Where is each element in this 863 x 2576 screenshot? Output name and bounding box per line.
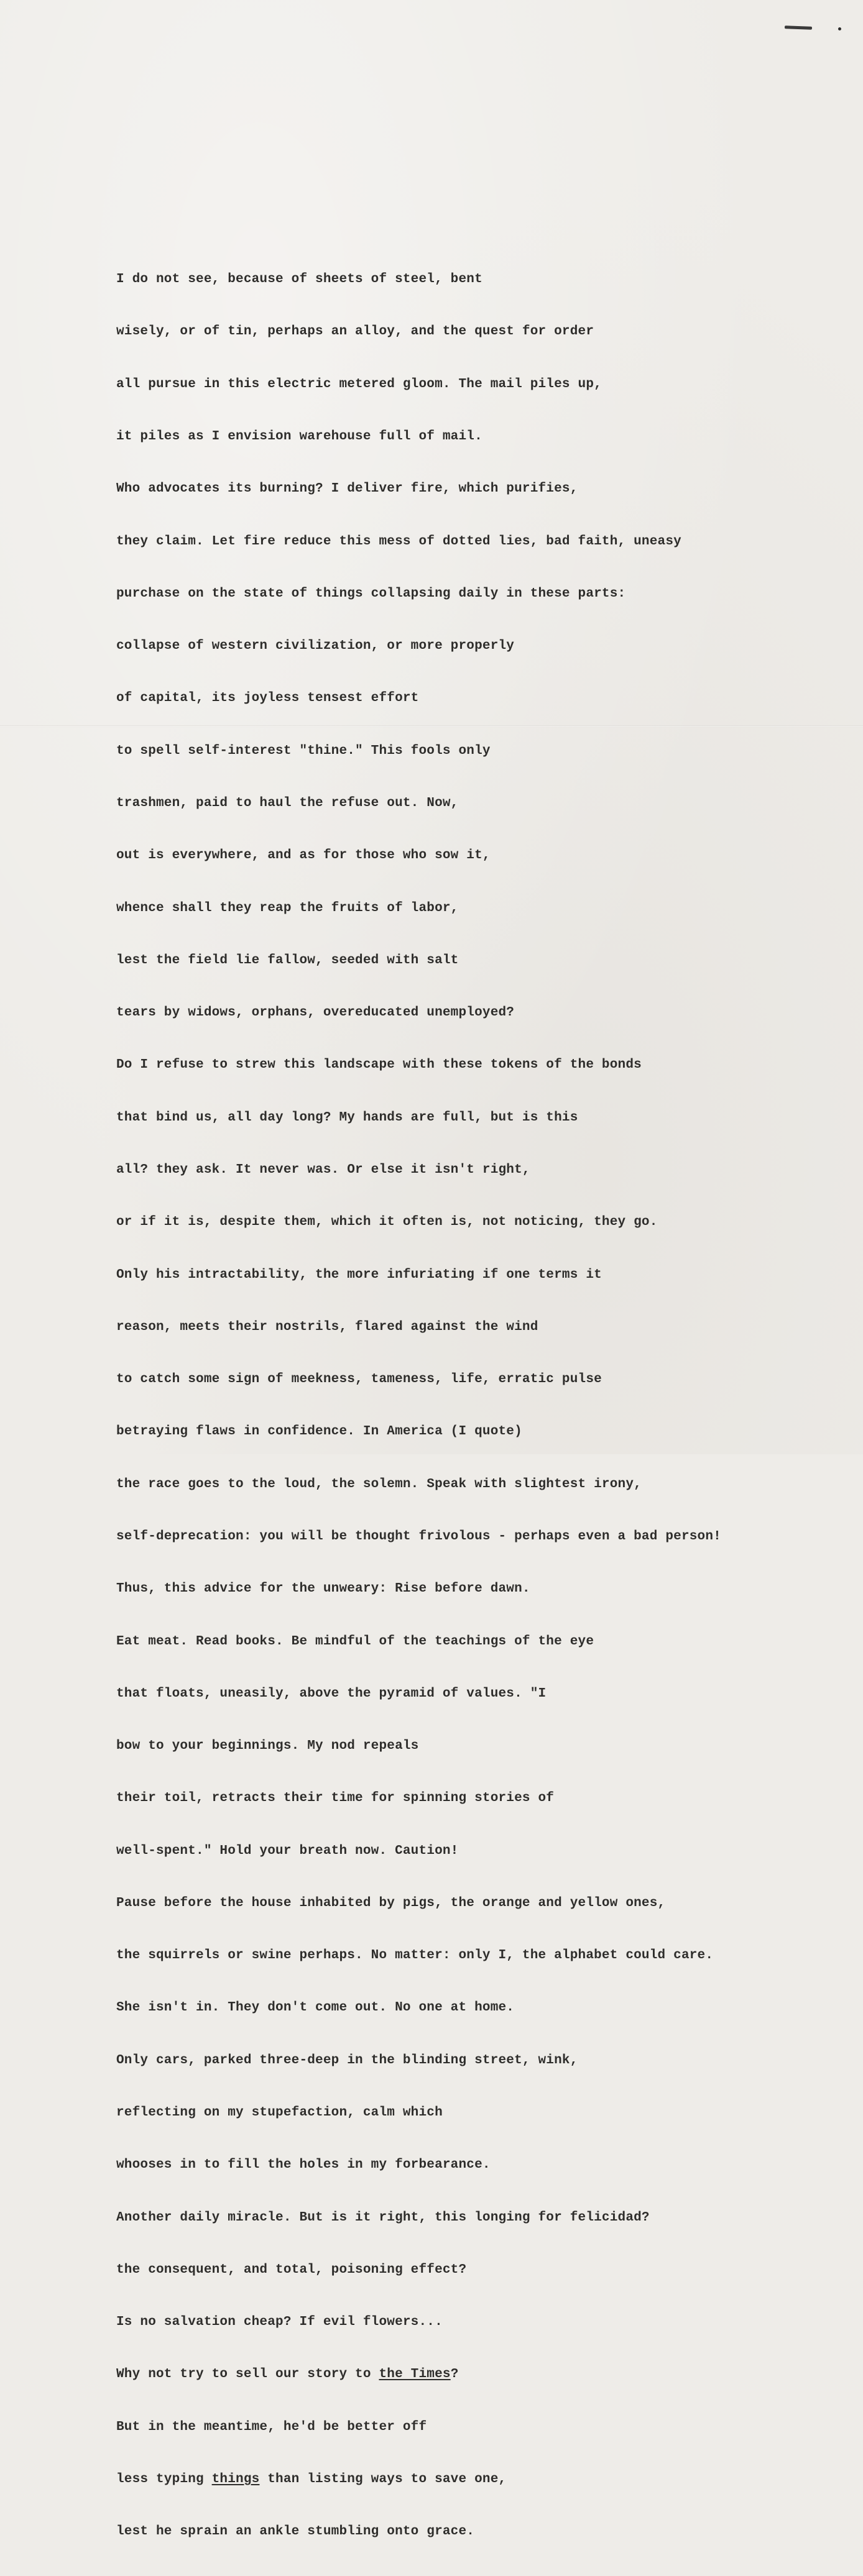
poem-line: Why not try to sell our story to the Times? — [116, 2367, 459, 2382]
poem-line: less typing things than listing ways to save one, — [116, 2472, 507, 2487]
poem-line: Do I refuse to strew this landscape with these tokens of the bonds — [116, 1058, 642, 1073]
poem-line: lest he sprain an ankle stumbling onto grace. — [116, 2524, 475, 2539]
poem-line: the consequent, and total, poisoning effect? — [116, 2262, 467, 2277]
underlined-phrase: things — [211, 2472, 260, 2487]
poem-line: Another daily miracle. But is it right, this longing for felicidad? — [116, 2210, 650, 2225]
poem-line: She isn't in. They don't come out. No one at home. — [116, 2001, 515, 2015]
poem-text — [116, 236, 721, 2576]
poem-line: they claim. Let fire reduce this mess of dotted lies, bad faith, uneasy — [116, 534, 681, 549]
poem-line: self-deprecation: you will be thought frivolous - perhaps even a bad person! — [116, 1529, 721, 1544]
poem-line: to catch some sign of meekness, tameness, life, erratic pulse — [116, 1372, 602, 1387]
poem-line: that floats, uneasily, above the pyramid of values. "I — [116, 1686, 547, 1701]
poem-line: Eat meat. Read books. Be mindful of the teachings of the eye — [116, 1634, 594, 1649]
poem-line: collapse of western civilization, or more properly — [116, 639, 515, 654]
poem-line: Is no salvation cheap? If evil flowers... — [116, 2315, 443, 2330]
poem-line: wisely, or of tin, perhaps an alloy, and the quest for order — [116, 324, 594, 339]
underlined-phrase: the Times — [379, 2367, 451, 2382]
poem-line: the squirrels or swine perhaps. No matter: only I, the alphabet could care. — [116, 1948, 714, 1963]
poem-line: I do not see, because of sheets of steel, bent — [116, 272, 482, 287]
poem-line: tears by widows, orphans, overeducated unemployed? — [116, 1006, 515, 1020]
poem-line: Only cars, parked three-deep in the blinding street, wink, — [116, 2053, 578, 2068]
poem-line: whooses in to fill the holes in my forbearance. — [116, 2158, 491, 2173]
poem-line: But in the meantime, he'd be better off — [116, 2419, 427, 2434]
poem-line: all pursue in this electric metered gloom. The mail piles up, — [116, 377, 602, 392]
poem-line: reason, meets their nostrils, flared against the wind — [116, 1319, 538, 1334]
poem-line: Only his intractability, the more infuriating if one terms it — [116, 1267, 602, 1282]
poem-line: trashmen, paid to haul the refuse out. Now, — [116, 796, 459, 810]
poem-line: or if it is, despite them, which it often is, not noticing, they go. — [116, 1215, 658, 1230]
poem-line: out is everywhere, and as for those who sow it, — [116, 848, 491, 863]
poem-line: that bind us, all day long? My hands are full, but is this — [116, 1110, 578, 1125]
poem-line: well-spent." Hold your breath now. Caution! — [116, 1843, 459, 1858]
poem-line: betraying flaws in confidence. In America (I quote) — [116, 1424, 522, 1439]
poem-line: bow to your beginnings. My nod repeals — [116, 1739, 419, 1754]
poem-line: Who advocates its burning? I deliver fire, which purifies, — [116, 482, 578, 497]
poem-line: purchase on the state of things collapsing daily in these parts: — [116, 586, 626, 601]
poem-line: lest the field lie fallow, seeded with salt — [116, 953, 459, 968]
poem-line: of capital, its joyless tensest effort — [116, 691, 419, 706]
poem-line: to spell self-interest "thine." This fools only — [116, 743, 491, 758]
poem-line: whence shall they reap the fruits of labor, — [116, 901, 459, 915]
poem-line: their toil, retracts their time for spinning stories of — [116, 1791, 555, 1806]
poem-line: Pause before the house inhabited by pigs, the orange and yellow ones, — [116, 1895, 666, 1910]
poem-line: reflecting on my stupefaction, calm which — [116, 2106, 443, 2120]
poem-line: all? they ask. It never was. Or else it isn't right, — [116, 1162, 530, 1177]
corner-ink-mark — [785, 25, 812, 30]
corner-ink-dot — [838, 27, 841, 30]
poem-line: the race goes to the loud, the solemn. Speak with slightest irony, — [116, 1477, 642, 1492]
poem-line: it piles as I envision warehouse full of mail. — [116, 429, 482, 444]
poem-line: Thus, this advice for the unweary: Rise before dawn. — [116, 1582, 530, 1597]
